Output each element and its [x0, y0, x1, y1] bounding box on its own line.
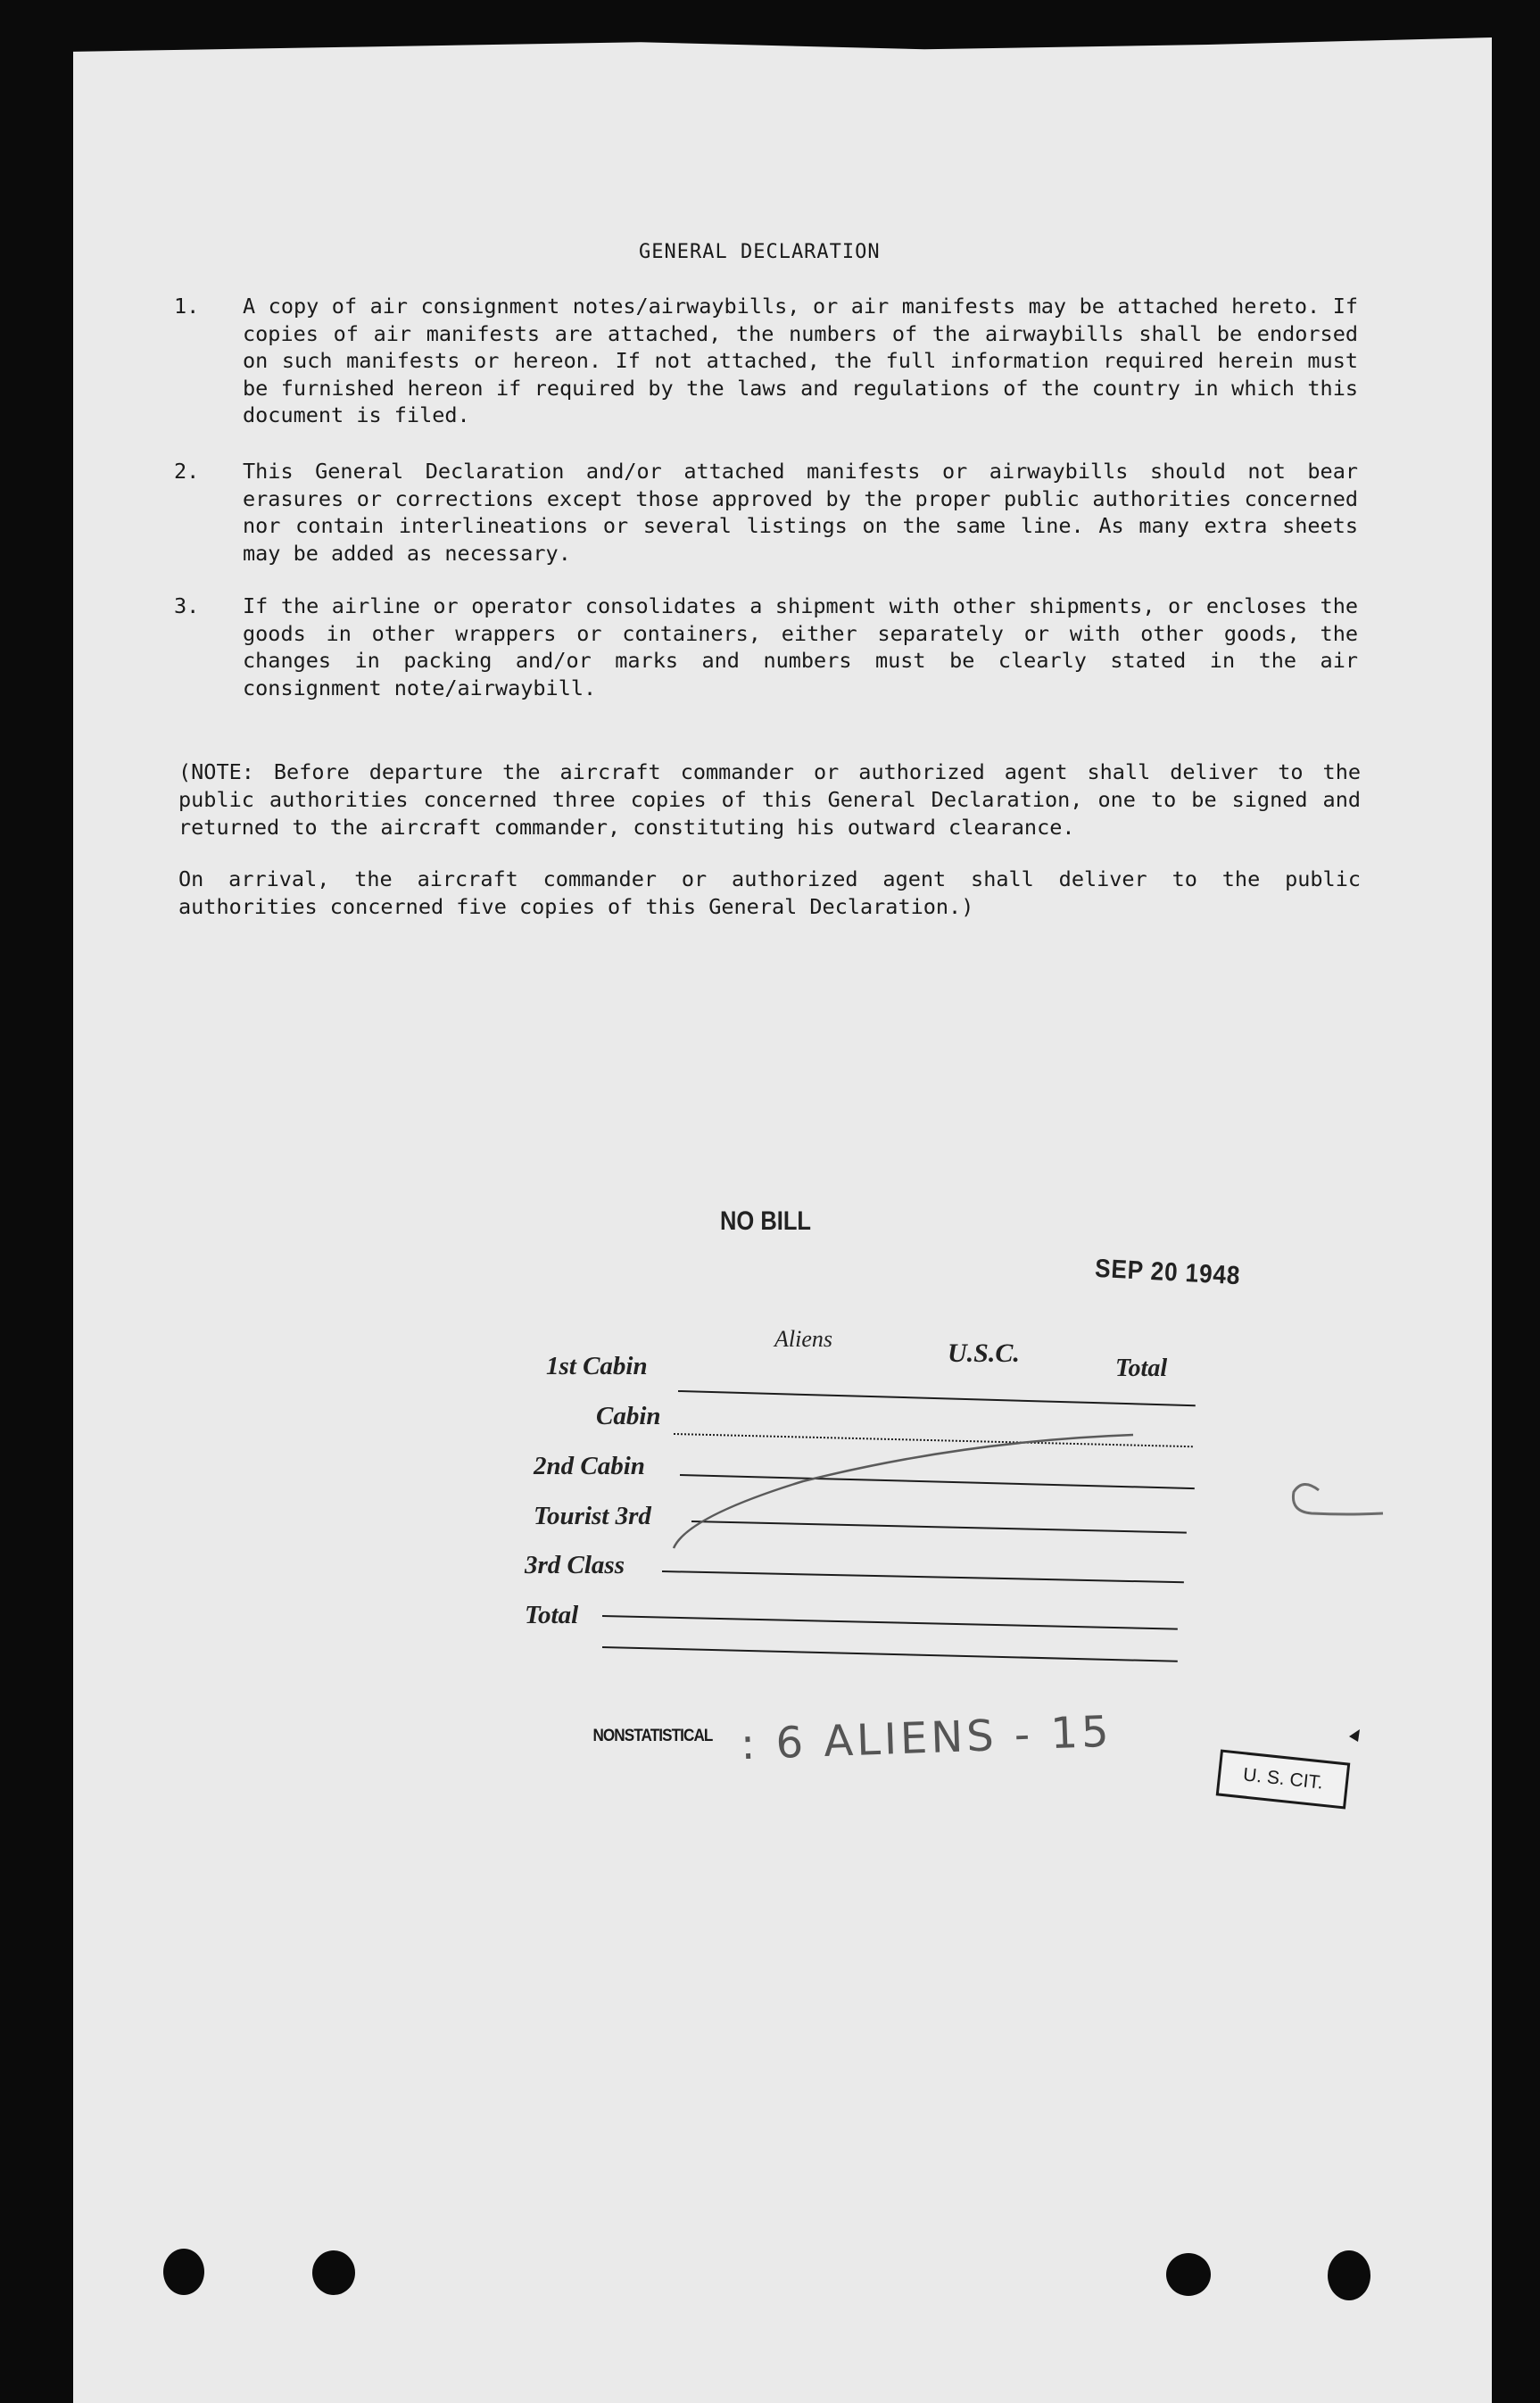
item-number: 3. — [174, 593, 200, 618]
item-text: This General Declaration and/or attached manifests or airwaybills should not bear erasures or corrections except those approved by the proper public authorities concerned nor contain interlineations or several listings on the same line. As many extra sheets may be added as necessary. — [243, 459, 1358, 566]
punch-hole — [1166, 2253, 1211, 2296]
us-cit-stamp: U. S. CIT. — [1216, 1750, 1351, 1810]
no-bill-stamp: NO BILL — [720, 1206, 811, 1236]
item-number: 1. — [174, 294, 200, 319]
row-label-3rd-class: 3rd Class — [525, 1551, 625, 1579]
total-header: Total — [1115, 1355, 1168, 1382]
departure-note: (NOTE: Before departure the aircraft commander or authorized agent shall deliver to the public authorities concerned three copies of this General Declaration, one to be signed and returned to the aircraft commander, constituting his outward clearance. — [178, 759, 1361, 840]
row-label-total: Total — [525, 1601, 579, 1629]
row-label-tourist-3rd: Tourist 3rd — [534, 1502, 651, 1530]
row-label-cabin: Cabin — [596, 1402, 661, 1430]
declaration-title: GENERAL DECLARATION — [639, 241, 881, 263]
stamp-corner-mark — [1349, 1729, 1360, 1742]
punch-hole — [163, 2249, 204, 2295]
item-text: If the airline or operator consolidates a shipment with other shipments, or encloses the goods in other wrappers or containers, either separately or with other goods, the changes in packing and/or marks and numbers must be clearly stated in the air consignment note/airwaybill. — [243, 593, 1358, 700]
row-label-2nd-cabin: 2nd Cabin — [534, 1452, 645, 1480]
arrival-note: On arrival, the aircraft commander or authorized agent shall deliver to the public authorities concerned five copies of this General Declaration.) — [178, 866, 1361, 919]
handwritten-check-mark — [1293, 1484, 1383, 1514]
handwritten-strike-line — [674, 1435, 1133, 1548]
item-text: A copy of air consignment notes/airwaybills, or air manifests may be attached hereto. If copies of air manifests are attached, the numbers of the airwaybills shall be endorsed on such manifests or hereon. If not attached, the full information required herein must be furnished hereon if required by the laws and regulations of the country in which this document is filed. — [243, 294, 1358, 427]
punch-hole — [1328, 2250, 1370, 2300]
usc-header: U.S.C. — [948, 1338, 1020, 1368]
handwritten-aliens-note: : 6 ALIENS - 15 — [740, 1706, 1114, 1770]
statistical-stamp: NONSTATISTICAL — [592, 1727, 713, 1745]
punch-hole — [312, 2250, 355, 2295]
date-stamp: SEP 20 1948 — [1094, 1254, 1242, 1291]
item-number: 2. — [174, 459, 200, 484]
aliens-header: Aliens — [774, 1326, 832, 1352]
row-label-1st-cabin: 1st Cabin — [546, 1352, 648, 1380]
